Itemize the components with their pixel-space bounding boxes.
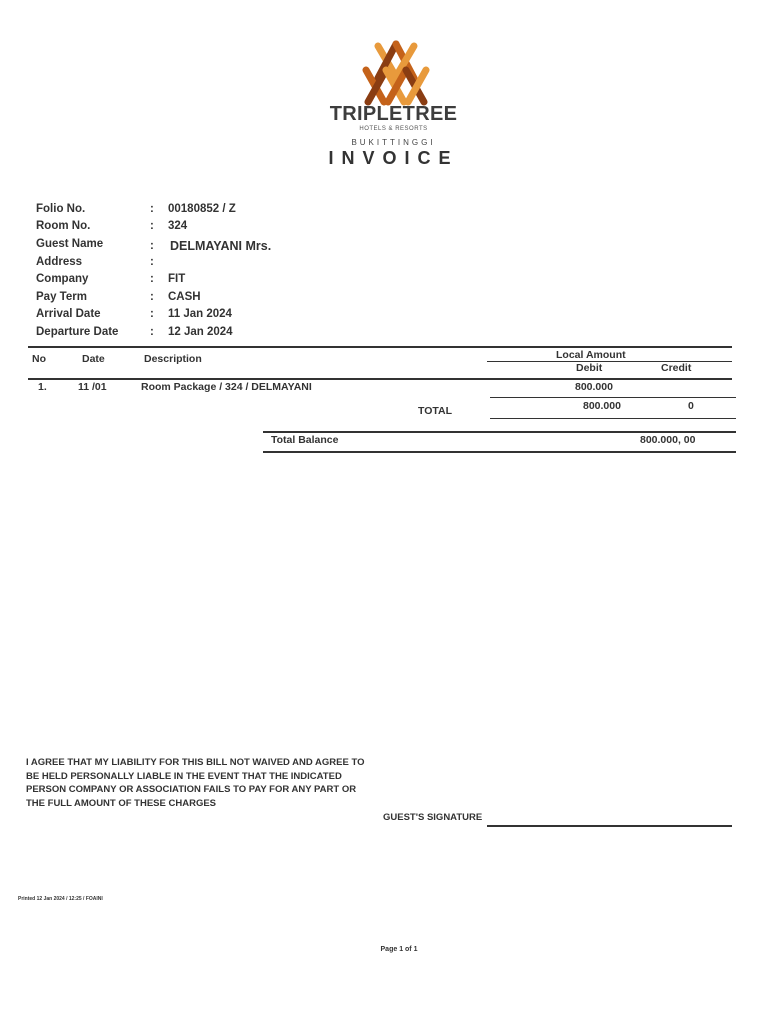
col-header-debit: Debit bbox=[576, 362, 603, 374]
pay-term-colon: : bbox=[150, 291, 154, 303]
liability-agreement: I AGREE THAT MY LIABILITY FOR THIS BILL NOT WAIVED AND AGREE TO BE HELD PERSONALLY LIABLE IN THE EVENT THAT THE INDICATED PERSON COMPANY OR ASSOCIATION FAILS TO PAY FOR ANY PART OR THE FULL AMOUNT OF THESE CHARGES bbox=[26, 757, 365, 809]
departure-date-value: 12 Jan 2024 bbox=[168, 326, 233, 338]
signature-label: GUEST'S SIGNATURE bbox=[383, 812, 483, 823]
guest-name-label: Guest Name bbox=[36, 238, 104, 250]
folio-label: Folio No. bbox=[36, 203, 86, 215]
folio-colon: : bbox=[150, 203, 154, 215]
arrival-date-colon: : bbox=[150, 308, 154, 320]
balance-label: Total Balance bbox=[271, 434, 339, 446]
local-amount-rule bbox=[487, 361, 732, 362]
address-label: Address bbox=[36, 256, 83, 268]
page-number: Page 1 of 1 bbox=[380, 946, 418, 953]
brand-subtitle: HOTELS & RESORTS bbox=[359, 126, 428, 132]
row-1-description: Room Package / 324 / DELMAYANI bbox=[141, 381, 312, 393]
arrival-date-value: 11 Jan 2024 bbox=[168, 308, 232, 320]
total-credit: 0 bbox=[688, 400, 694, 412]
pay-term-value: CASH bbox=[168, 291, 201, 303]
brand-name: TRIPLETREE bbox=[329, 103, 458, 125]
company-label: Company bbox=[36, 273, 89, 285]
arrival-date-label: Arrival Date bbox=[36, 308, 101, 320]
total-bottom-rule bbox=[490, 418, 736, 419]
signature-line bbox=[487, 825, 732, 827]
printed-stamp: Printed 12 Jan 2024 / 12:25 / FOAINI bbox=[18, 896, 103, 902]
company-colon: : bbox=[150, 273, 154, 285]
total-top-rule bbox=[490, 397, 736, 398]
total-label: TOTAL bbox=[418, 405, 453, 417]
balance-value: 800.000, 00 bbox=[640, 434, 696, 446]
guest-name-colon: : bbox=[150, 240, 154, 252]
room-value: 324 bbox=[168, 220, 188, 232]
brand-city: BUKITTINGGI bbox=[351, 138, 436, 147]
departure-date-colon: : bbox=[150, 326, 154, 338]
room-colon: : bbox=[150, 220, 154, 232]
company-value: FIT bbox=[168, 273, 186, 285]
col-header-date: Date bbox=[82, 353, 105, 365]
departure-date-label: Departure Date bbox=[36, 326, 119, 338]
row-1-no: 1. bbox=[38, 381, 47, 393]
room-label: Room No. bbox=[36, 220, 91, 232]
pay-term-label: Pay Term bbox=[36, 291, 87, 303]
row-1-date: 11 /01 bbox=[78, 381, 107, 393]
table-top-rule bbox=[28, 346, 732, 348]
address-colon: : bbox=[150, 256, 154, 268]
col-header-no: No bbox=[32, 353, 46, 365]
total-debit: 800.000 bbox=[583, 400, 621, 412]
triple-tree-logo bbox=[356, 40, 436, 106]
col-header-description: Description bbox=[144, 353, 202, 365]
col-header-credit: Credit bbox=[661, 362, 692, 374]
balance-bottom-rule bbox=[263, 451, 736, 453]
row-1-debit: 800.000 bbox=[575, 381, 613, 393]
balance-top-rule bbox=[263, 431, 736, 433]
table-header-rule bbox=[28, 378, 732, 380]
folio-value: 00180852 / Z bbox=[168, 203, 236, 215]
guest-name-value: DELMAYANI Mrs. bbox=[170, 239, 272, 253]
invoice-title: INVOICE bbox=[328, 148, 459, 168]
col-header-local-amount: Local Amount bbox=[556, 349, 626, 361]
